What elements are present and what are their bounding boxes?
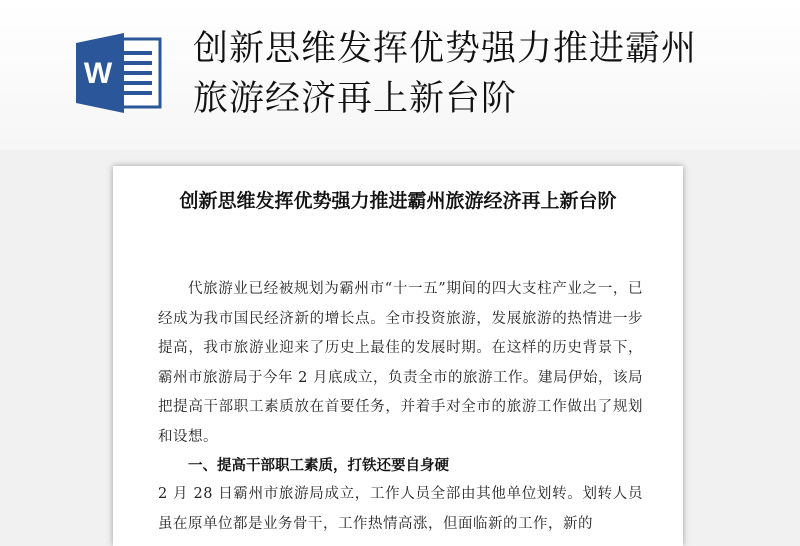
banner-title: [193, 24, 753, 124]
document-title: 创新思维发挥优势强力推进霸州旅游经济再上新台阶: [179, 190, 617, 212]
word-logo-letter: W: [83, 57, 113, 90]
banner-title-line2: 旅游经济再上新台阶: [193, 79, 518, 119]
document-page: [113, 166, 683, 546]
word-document-icon: [76, 33, 164, 113]
header-banner: [0, 0, 800, 150]
body-paragraph-2: 2 月 28 日霸州市旅游局成立，工作人员全部由其他单位划转。划转人员虽在原单位都是业务骨干，工作热情高涨，但面临新的工作，新的: [158, 486, 643, 532]
section-heading-1: 一、提高干部职工素质，打铁还要自身硬: [188, 458, 449, 474]
banner-title-line1: 创新思维发挥优势强力推进霸州: [193, 29, 698, 69]
body-paragraph-1: 代旅游业已经被规划为霸州市“十一五”期间的四大支柱产业之一，已经成为我市国民经济新的增长点。全市投资旅游，发展旅游的热情进一步提高，我市旅游业迎来了历史上最佳的发展时期。在这样的历史背景下，霸州市旅游局于今年 2 月底成立，负责全市的旅游工作。建局伊始，该局把提高干部职工素质放在首要任务，并着手对全市的旅游工作做出了规划和设想。: [158, 281, 643, 445]
